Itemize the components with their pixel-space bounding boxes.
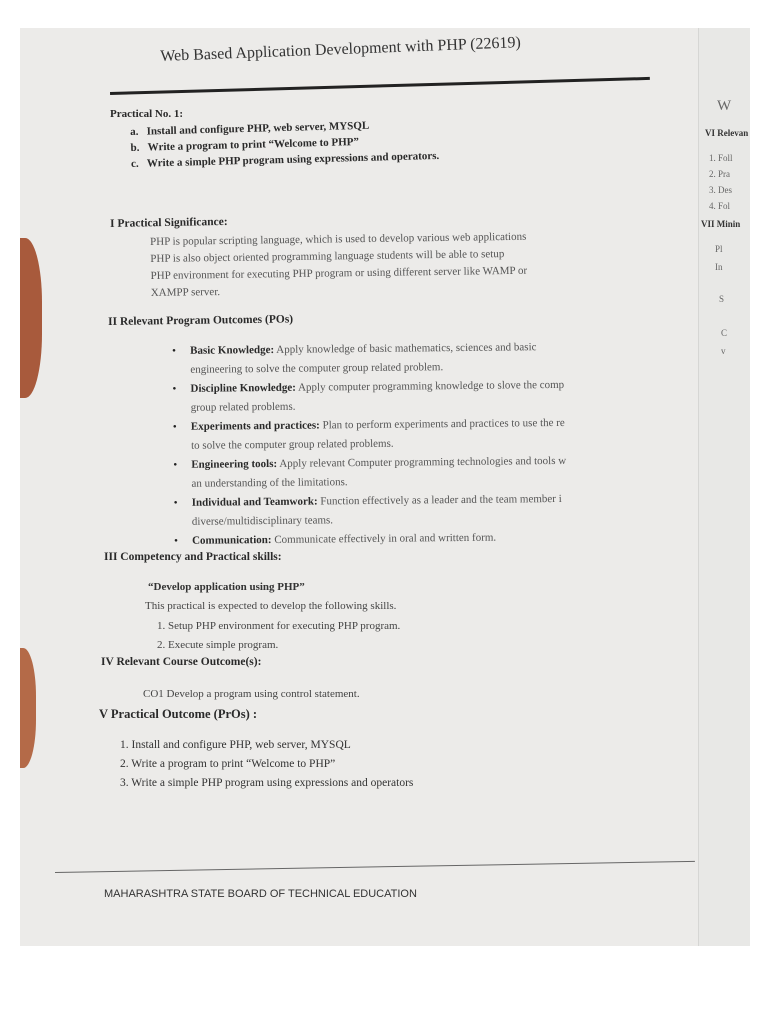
aim-item: a. Install and configure PHP, web server, MYSQL xyxy=(130,119,370,138)
course-outcome-text: CO1 Develop a program using control statement. xyxy=(143,688,360,700)
list-item: 3. Write a simple PHP program using expressions and operators xyxy=(120,777,414,789)
adjacent-list-item: 2. Pra xyxy=(709,169,730,179)
adjacent-fragment: In xyxy=(715,262,723,272)
skills-list xyxy=(157,619,400,657)
list-item: • Individual and Teamwork: Function effectively as a leader and the team member i diverse/multidisciplinary teams. xyxy=(174,489,664,532)
section-heading-competency: III Competency and Practical skills: xyxy=(104,551,282,563)
adjacent-fragment: C xyxy=(721,328,728,338)
list-item: • Experiments and practices: Plan to perform experiments and practices to use the re to solve the computer group related problems. xyxy=(173,413,663,456)
section-heading-program-outcomes: II Relevant Program Outcomes (POs) xyxy=(108,313,294,328)
adjacent-list-item: 4. Fol xyxy=(709,201,731,211)
practical-number: Practical No. 1: xyxy=(110,108,183,120)
aim-item: c. Write a simple PHP program using expressions and operators. xyxy=(130,149,440,170)
adjacent-list-item: 1. Foll xyxy=(709,153,733,163)
adjacent-list-item: 3. Des xyxy=(709,185,732,195)
page-header-title: Web Based Application Development with PHP (22619) xyxy=(160,34,522,65)
section-heading-significance: I Practical Significance: xyxy=(110,215,228,230)
list-item: 2. Write a program to print “Welcome to PHP” xyxy=(120,758,336,770)
footer-organization: MAHARASHTRA STATE BOARD OF TECHNICAL EDUCATION xyxy=(104,888,417,900)
practical-outcomes-list xyxy=(120,738,413,795)
list-item: 2. Execute simple program. xyxy=(157,639,279,651)
adjacent-section-vi: VI Relevan xyxy=(705,128,749,138)
list-item: • Communication: Communicate effectively in oral and written form. xyxy=(174,527,664,551)
aim-item: b. Write a program to print “Welcome to PHP” xyxy=(130,136,360,154)
adjacent-section-vii: VII Minin xyxy=(701,219,741,229)
program-outcomes-list xyxy=(172,337,664,551)
adjacent-fragment: v xyxy=(721,346,726,356)
adjacent-page xyxy=(698,28,750,946)
list-item: • Engineering tools: Apply relevant Computer programming technologies and tools w an understanding of the limitations. xyxy=(173,451,663,494)
competency-statement: “Develop application using PHP” xyxy=(148,581,305,593)
significance-paragraph: PHP is popular scripting language, which is used to develop various web applications PHP is also object oriented programming language students will be able to setup PHP environment for executing PHP program or using different server like WAMP or XAMPP server. xyxy=(150,230,528,299)
list-item: • Basic Knowledge: Apply knowledge of basic mathematics, sciences and basic engineering to solve the computer group related problem. xyxy=(172,337,662,380)
competency-intro: This practical is expected to develop the following skills. xyxy=(145,600,397,612)
adjacent-fragment: S xyxy=(719,294,725,304)
section-heading-course-outcomes: IV Relevant Course Outcome(s): xyxy=(101,656,262,668)
list-item: 1. Setup PHP environment for executing PHP program. xyxy=(157,620,401,632)
list-item: • Discipline Knowledge: Apply computer programming knowledge to slove the comp group related problems. xyxy=(172,375,662,418)
section-heading-practical-outcomes: V Practical Outcome (PrOs) : xyxy=(99,707,258,721)
adjacent-page-header: W xyxy=(717,98,732,114)
list-item: 1. Install and configure PHP, web server, MYSQL xyxy=(120,739,351,751)
practical-aims xyxy=(130,118,439,174)
adjacent-fragment: Pl xyxy=(715,244,723,254)
